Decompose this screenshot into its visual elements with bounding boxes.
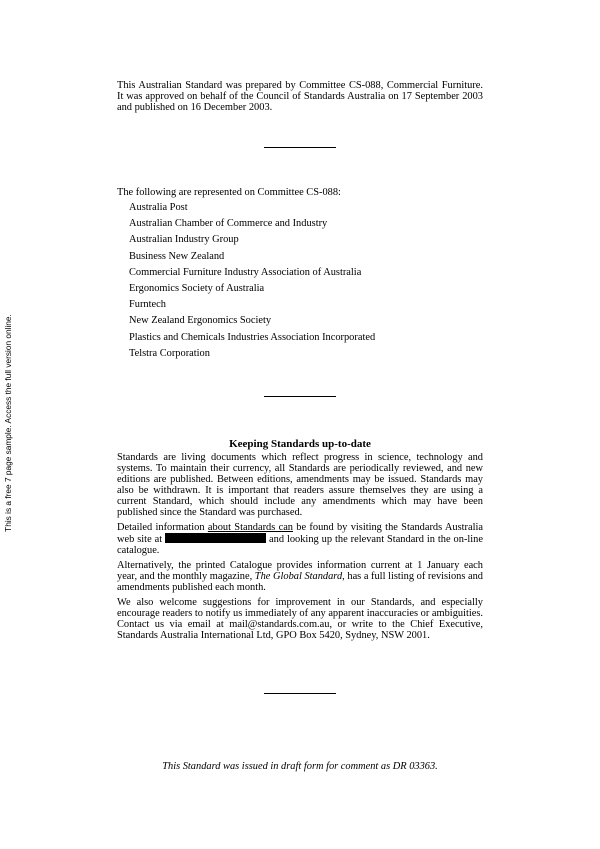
intro-text: This Australian Standard was prepared by Committee CS-088, Commercial Furniture. It was approved on behalf of the Council of Standards Australia on 17 September 2003 and published on 16 December 2003. bbox=[117, 80, 483, 113]
catalogue-text-1: Alternatively, the printed Catalogue provides information current at 1 January each year, and the monthly magazine, bbox=[117, 560, 483, 582]
committee-member-list bbox=[129, 202, 375, 364]
divider-3 bbox=[264, 693, 336, 694]
list-item: Business New Zealand bbox=[129, 250, 225, 262]
keeping-standards-heading: Keeping Standards up-to-date bbox=[229, 438, 371, 450]
catalogue-paragraph bbox=[117, 560, 483, 593]
keeping-standards-body bbox=[117, 452, 483, 641]
intro-paragraph bbox=[117, 80, 483, 113]
divider-1 bbox=[264, 147, 336, 148]
list-item: New Zealand Ergonomics Society bbox=[129, 315, 272, 327]
committee-heading: The following are represented on Committee CS-088: bbox=[117, 187, 341, 198]
detailed-info-text-1: Detailed information bbox=[117, 522, 208, 533]
list-item: Ergonomics Society of Australia bbox=[129, 282, 265, 294]
suggestions-paragraph: We also welcome suggestions for improvement in our Standards, and especially encourage readers to notify us immediately of any apparent inaccuracies or ambiguities. Contact us via email at mail@standards.com.au, or write to the Chief Executive, Standards Australia International Ltd, GPO Box 5420, Sydney, NSW 2001. bbox=[117, 597, 483, 641]
detailed-info-text-3: and looking up the relevant Standard in the on-line catalogue. bbox=[117, 534, 483, 556]
list-item: Commercial Furniture Industry Association of Australia bbox=[129, 266, 362, 278]
draft-footer-note: This Standard was issued in draft form for comment as DR 03363. bbox=[162, 761, 438, 772]
sample-side-note bbox=[3, 314, 13, 532]
list-item: Australian Industry Group bbox=[129, 234, 239, 246]
list-item: Telstra Corporation bbox=[129, 347, 210, 359]
sample-side-note-text: This is a free 7 page sample. Access the full version online. bbox=[3, 314, 13, 532]
detailed-info-text-2: be found by visiting the Standards Australia web site at bbox=[117, 522, 483, 545]
list-item: Furntech bbox=[129, 299, 166, 311]
redacted-web-address bbox=[165, 533, 266, 543]
standards-link[interactable]: about Standards can bbox=[207, 522, 293, 533]
catalogue-text-2: , has a full listing of revisions and amendments published each month. bbox=[117, 571, 484, 593]
list-item: Australian Chamber of Commerce and Industry bbox=[129, 218, 328, 230]
detailed-info-paragraph bbox=[117, 522, 483, 556]
global-standard-title: The Global Standard bbox=[254, 571, 343, 582]
divider-2 bbox=[264, 396, 336, 397]
list-item: Plastics and Chemicals Industries Association Incorporated bbox=[129, 331, 376, 343]
living-documents-paragraph: Standards are living documents which reflect progress in science, technology and systems. To maintain their currency, all Standards are periodically reviewed, and new editions are published. Between editions, amendments may be issued. Standards may also be withdrawn. It is important that readers assure themselves they are using a current Standard, which should include any amendments which may have been published since the Standard was purchased. bbox=[117, 452, 483, 518]
list-item: Australia Post bbox=[129, 202, 188, 213]
